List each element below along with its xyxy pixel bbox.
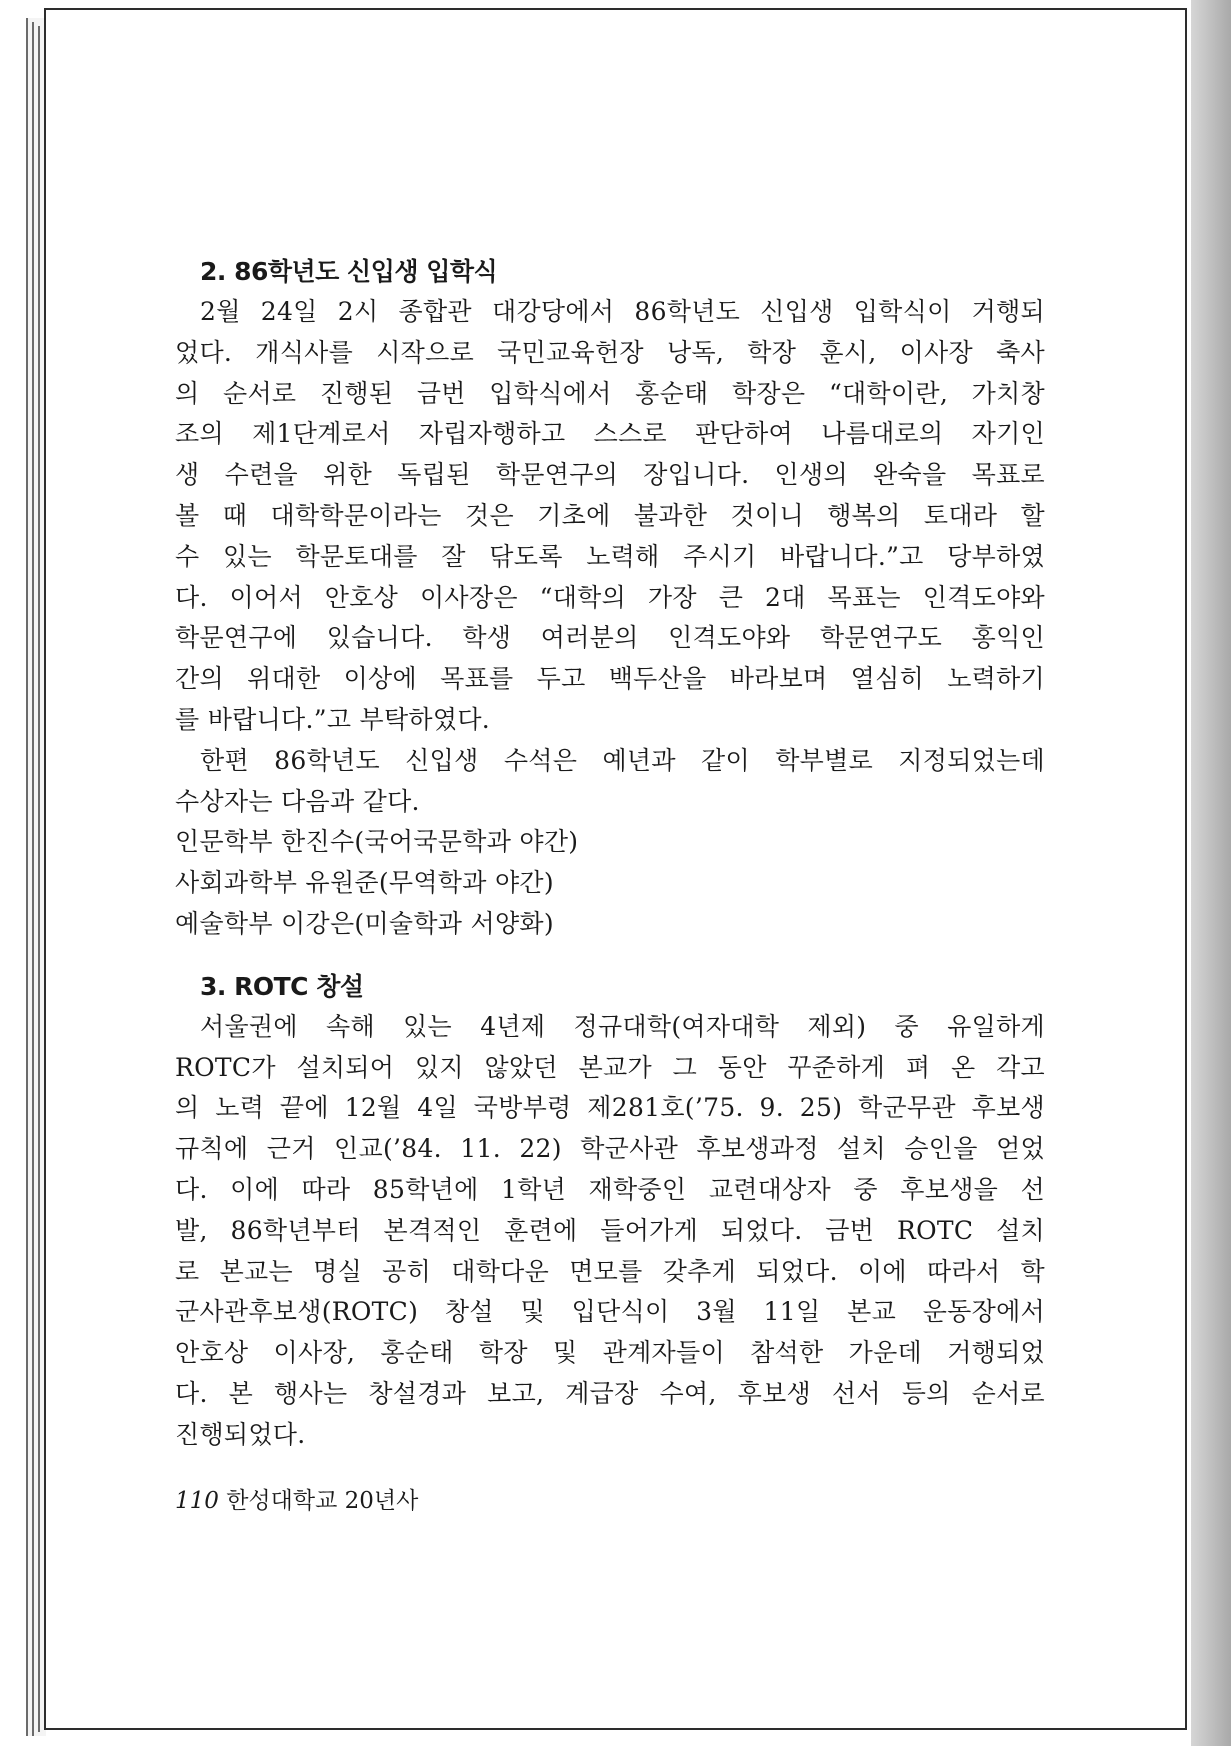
page-shadow: [1191, 0, 1231, 1746]
top-students-list: [175, 822, 1045, 944]
text-line: 로 본교는 명실 공히 대학다운 면모를 갖추게 되었다. 이에 따라서 학: [175, 1256, 1045, 1286]
section-heading-rotc: 3. ROTC 창설: [200, 971, 364, 1001]
paragraph-entrance-ceremony: [175, 292, 1045, 741]
text-line: 군사관후보생(ROTC) 창설 및 입단식이 3월 11일 본교 운동장에서: [175, 1297, 1045, 1327]
text-line: 의 노력 끝에 12월 4일 국방부령 제281호(’75. 9. 25) 학군무관 후보생: [175, 1093, 1045, 1123]
text-line: 한편 86학년도 신입생 수석은 예년과 같이 학부별로 지정되었는데: [200, 745, 1045, 775]
text-line: 수상자는 다음과 같다.: [175, 786, 420, 816]
text-line: 생 수련을 위한 독립된 학문연구의 장입니다. 인생의 완숙을 목표로: [175, 460, 1045, 490]
text-line: 조의 제1단계로서 자립자행하고 스스로 판단하여 나름대로의 자기인: [175, 419, 1045, 449]
text-line: 다. 이어서 안호상 이사장은 “대학의 가장 큰 2대 목표는 인격도야와: [175, 582, 1045, 612]
text-line: 진행되었다.: [175, 1419, 306, 1449]
text-line: 발, 86학년부터 본격적인 훈련에 들어가게 되었다. 금번 ROTC 설치: [175, 1215, 1045, 1245]
text-line: 수 있는 학문토대를 잘 닦도록 노력해 주시기 바랍니다.”고 당부하였: [175, 541, 1045, 571]
page-number: 110: [175, 1488, 219, 1514]
text-line: ROTC가 설치되어 있지 않았던 본교가 그 동안 꾸준하게 펴 온 각고: [175, 1052, 1045, 1082]
list-item: 인문학부 한진수(국어국문학과 야간): [175, 827, 579, 857]
text-line: 안호상 이사장, 홍순태 학장 및 관계자들이 참석한 가운데 거행되었: [175, 1338, 1045, 1368]
text-line: 볼 때 대학학문이라는 것은 기초에 불과한 것이니 행복의 토대라 할: [175, 500, 1045, 530]
paragraph-top-students: [175, 741, 1045, 823]
text-line: 를 바랍니다.”고 부탁하였다.: [175, 704, 491, 734]
text-line: 의 순서로 진행된 금번 입학식에서 홍순태 학장은 “대학이란, 가치창: [175, 378, 1045, 408]
paragraph-rotc: [175, 1007, 1045, 1456]
text-line: 2월 24일 2시 종합관 대강당에서 86학년도 신입생 입학식이 거행되: [200, 297, 1045, 326]
section-gap: [175, 945, 1045, 967]
page-footer: [175, 1485, 418, 1517]
text-line: 다. 이에 따라 85학년에 1학년 재학중인 교련대상자 중 후보생을 선: [175, 1174, 1045, 1204]
list-item: 예술학부 이강은(미술학과 서양화): [175, 908, 554, 938]
text-line: 학문연구에 있습니다. 학생 여러분의 인격도야와 학문연구도 홍익인: [175, 623, 1045, 653]
text-line: 다. 본 행사는 창설경과 보고, 계급장 수여, 후보생 선서 등의 순서로: [175, 1378, 1045, 1408]
list-item: 사회과학부 유원준(무역학과 야간): [175, 868, 554, 898]
text-line: 서울권에 속해 있는 4년제 정규대학(여자대학 제외) 중 유일하게: [200, 1011, 1045, 1041]
text-line: 었다. 개식사를 시작으로 국민교육헌장 낭독, 학장 훈시, 이사장 축사: [175, 337, 1045, 367]
section-heading-entrance-ceremony: 2. 86학년도 신입생 입학식: [200, 257, 498, 286]
book-title: 한성대학교 20년사: [226, 1488, 419, 1514]
page-content: [175, 252, 1045, 1456]
text-line: 규칙에 근거 인교(’84. 11. 22) 학군사관 후보생과정 설치 승인을 얻었: [175, 1134, 1045, 1164]
text-line: 간의 위대한 이상에 목표를 두고 백두산을 바라보며 열심히 노력하기: [175, 664, 1045, 694]
